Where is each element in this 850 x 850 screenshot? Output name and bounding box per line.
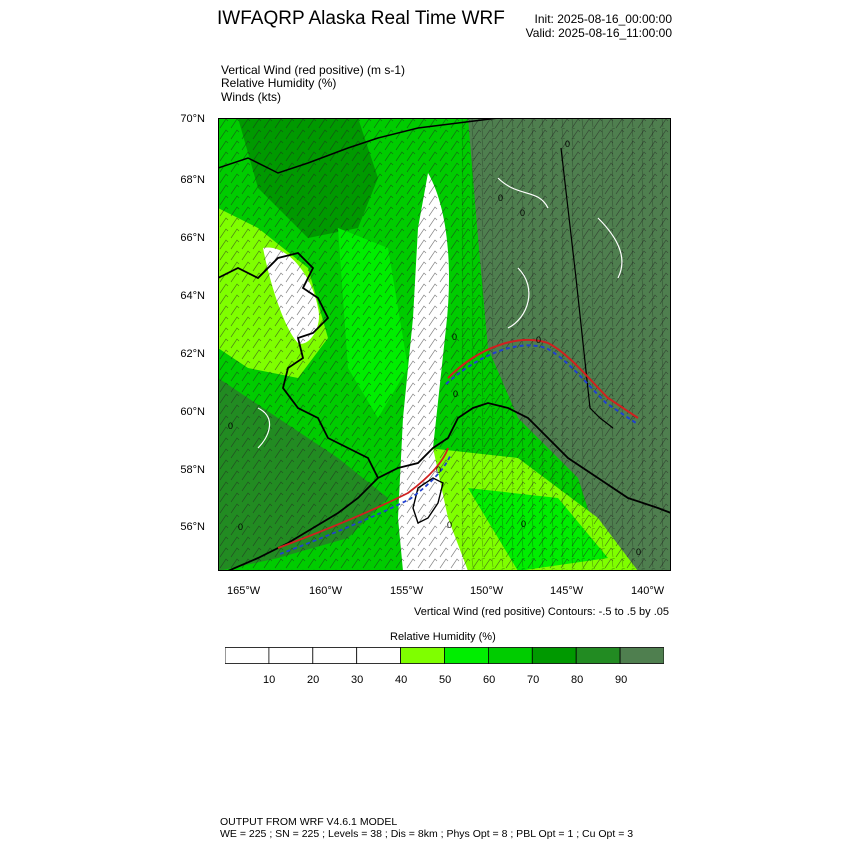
field-label-winds: Winds (kts) (221, 90, 281, 104)
lon-label-165w: 165°W (227, 585, 261, 597)
colorbar-label: 30 (351, 674, 364, 686)
colorbar-label: 20 (307, 674, 320, 686)
contour-label: 0 (452, 332, 458, 342)
plot-title: IWFAQRP Alaska Real Time WRF (217, 8, 505, 29)
colorbar-label: 50 (439, 674, 452, 686)
colorbar-swatch (401, 648, 445, 664)
map-panel (218, 118, 671, 571)
wind-barbs-east (458, 118, 671, 571)
lat-label-70n: 70°N (180, 113, 205, 125)
lon-label-155w: 155°W (390, 585, 424, 597)
lat-label-68n: 68°N (180, 174, 205, 186)
lat-label-58n: 58°N (180, 464, 205, 476)
colorbar-swatch (576, 648, 620, 664)
contour-label: 0 (520, 208, 526, 218)
contour-label: 0 (521, 519, 527, 529)
lat-label-56n: 56°N (180, 521, 205, 533)
colorbar-label: 90 (615, 674, 628, 686)
lat-label-60n: 60°N (180, 406, 205, 418)
lat-label-66n: 66°N (180, 232, 205, 244)
colorbar-swatch (357, 648, 401, 664)
lon-label-140w: 140°W (631, 585, 665, 597)
footer-model: OUTPUT FROM WRF V4.6.1 MODEL (220, 816, 398, 828)
contour-label: 0 (238, 522, 244, 532)
colorbar-label: 10 (263, 674, 276, 686)
colorbar-label: 40 (395, 674, 408, 686)
footer-config: WE = 225 ; SN = 225 ; Levels = 38 ; Dis = 8km ; Phys Opt = 8 ; PBL Opt = 1 ; Cu Opt = 3 (220, 828, 634, 840)
colorbar-label: 60 (483, 674, 496, 686)
lon-label-145w: 145°W (550, 585, 584, 597)
contour-label: 0 (436, 465, 442, 475)
field-label-relative-humidity: Relative Humidity (%) (221, 76, 337, 90)
field-label-vertical-wind: Vertical Wind (red positive) (m s-1) (221, 63, 406, 77)
colorbar-swatch (445, 648, 489, 664)
colorbar (225, 647, 664, 664)
contour-label: 0 (228, 421, 234, 431)
init-time: Init: 2025-08-16_00:00:00 (534, 12, 672, 26)
lon-label-160w: 160°W (309, 585, 343, 597)
colorbar-swatch (488, 648, 532, 664)
colorbar-label: 80 (571, 674, 584, 686)
colorbar-swatch (313, 648, 357, 664)
colorbar-swatch (532, 648, 576, 664)
colorbar-title: Relative Humidity (%) (390, 631, 496, 643)
contour-label: 0 (447, 520, 453, 530)
colorbar-swatch (225, 648, 269, 664)
colorbar-swatch (269, 648, 313, 664)
contour-label: 0 (453, 389, 459, 399)
contour-note: Vertical Wind (red positive) Contours: -.5 to .5 by .05 (414, 606, 669, 618)
contour-label: 0 (636, 547, 642, 557)
colorbar-swatch (620, 648, 664, 664)
contour-label: 0 (536, 335, 542, 345)
lat-label-64n: 64°N (180, 290, 205, 302)
lat-label-62n: 62°N (180, 348, 205, 360)
contour-label: 0 (565, 139, 571, 149)
valid-time: Valid: 2025-08-16_11:00:00 (525, 26, 672, 40)
contour-label: 0 (498, 193, 504, 203)
colorbar-label: 70 (527, 674, 540, 686)
lon-label-150w: 150°W (470, 585, 504, 597)
